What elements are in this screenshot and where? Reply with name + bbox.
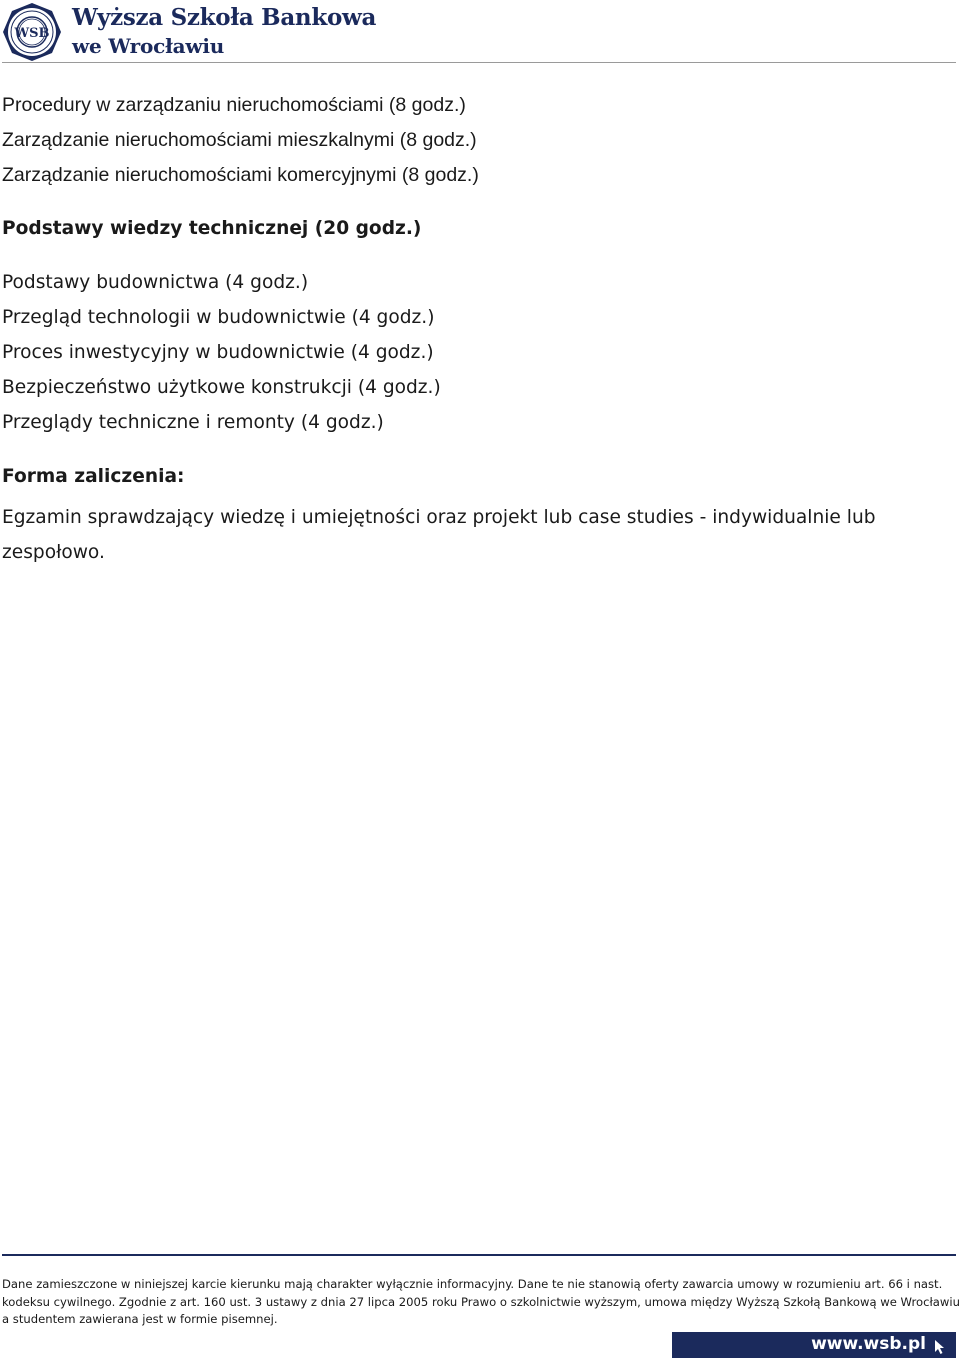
section-item-3: Proces inwestycyjny w budownictwie (4 godz.) bbox=[2, 342, 434, 363]
school-name-logo bbox=[72, 4, 376, 60]
seal-text: WSB bbox=[14, 26, 50, 41]
footer-line-2: kodeksu cywilnego. Zgodnie z art. 160 ust. 3 ustawy z dnia 27 lipca 2005 roku Prawo o szkolnictwie wyższym, umowa między Wyższą Szkołą Bankową we Wrocławiu bbox=[2, 1294, 960, 1309]
section-item-4: Bezpieczeństwo użytkowe konstrukcji (4 godz.) bbox=[2, 377, 441, 398]
header-divider bbox=[2, 62, 956, 63]
logo-line-2: we Wrocławiu bbox=[72, 34, 225, 58]
section-title: Podstawy wiedzy technicznej (20 godz.) bbox=[2, 218, 422, 239]
logo-line-1: Wyższa Szkoła Bankowa bbox=[72, 4, 377, 31]
wsb-seal-logo bbox=[2, 2, 62, 62]
course-line-1: Procedury w zarządzaniu nieruchomościami (8 godz.) bbox=[2, 94, 466, 116]
section-item-2: Przegląd technologii w budownictwie (4 godz.) bbox=[2, 307, 435, 328]
website-banner bbox=[672, 1332, 956, 1358]
assessment-text: Egzamin sprawdzający wiedzę i umiejętności oraz projekt lub case studies - indywidualnie lub zespołowo. bbox=[2, 507, 876, 563]
section-item-5: Przeglądy techniczne i remonty (4 godz.) bbox=[2, 412, 384, 433]
footer-line-3: a studentem zawierana jest w formie pisemnej. bbox=[2, 1312, 278, 1326]
footer-divider bbox=[2, 1254, 956, 1256]
footer-line-1: Dane zamieszczone w niniejszej karcie kierunku mają charakter wyłącznie informacyjny. Dane te nie stanowią oferty zawarcia umowy w rozumieniu art. 66 i nast. bbox=[2, 1277, 943, 1291]
website-url[interactable]: www.wsb.pl bbox=[811, 1334, 926, 1354]
footer-disclaimer bbox=[2, 1276, 960, 1329]
course-line-2: Zarządzanie nieruchomościami mieszkalnymi (8 godz.) bbox=[2, 129, 477, 151]
cursor-arrow-icon bbox=[934, 1339, 946, 1355]
section-item-1: Podstawy budownictwa (4 godz.) bbox=[2, 272, 309, 293]
course-line-3: Zarządzanie nieruchomościami komercyjnymi (8 godz.) bbox=[2, 164, 479, 186]
assessment-title: Forma zaliczenia: bbox=[2, 466, 185, 487]
page-header bbox=[0, 0, 960, 64]
